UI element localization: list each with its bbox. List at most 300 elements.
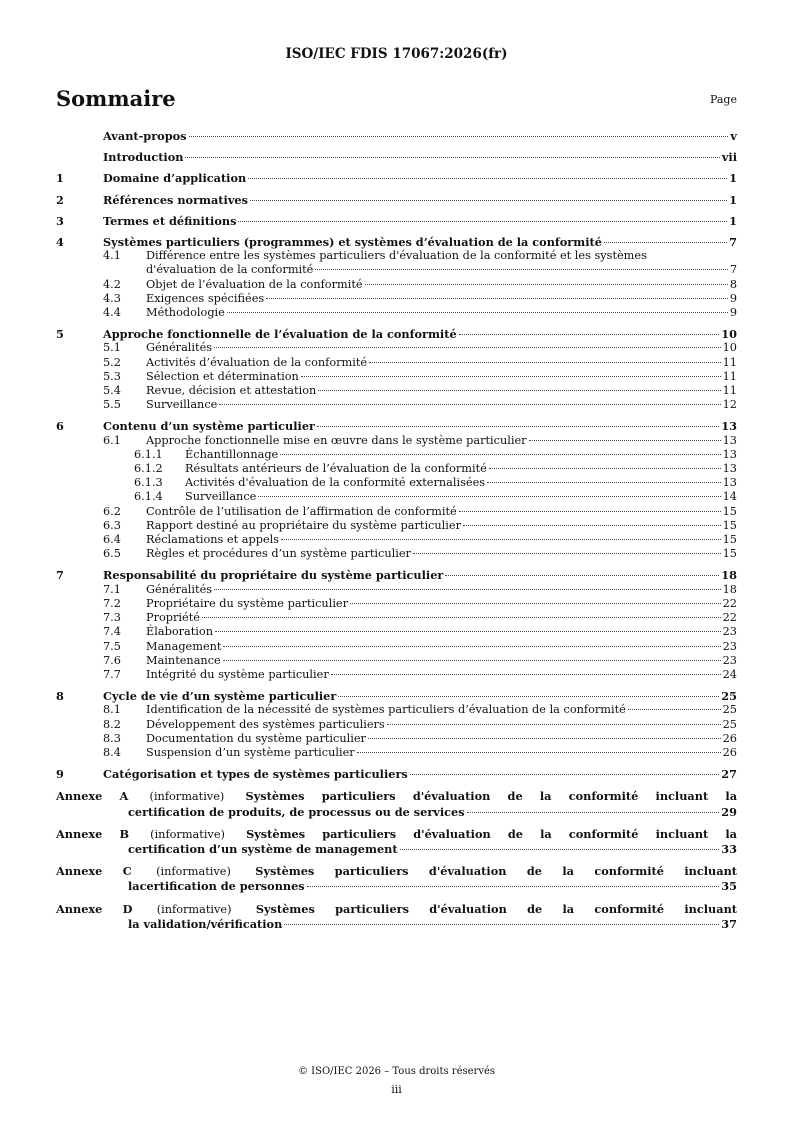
annex-title-continued: lacertification de personnes: [128, 879, 305, 894]
toc-entry-title: Management: [146, 639, 222, 653]
toc-entry[interactable]: [56, 689, 737, 703]
toc-entry-text: [103, 129, 730, 143]
annex-title-line: [56, 827, 737, 842]
dot-leader: [258, 496, 720, 497]
dot-leader: [365, 284, 728, 285]
toc-entry-number: 7.5: [103, 639, 121, 653]
toc-entry[interactable]: [56, 150, 737, 164]
toc-entry[interactable]: [56, 533, 737, 547]
toc-entry-text: [146, 703, 723, 717]
toc-entry-text: [146, 583, 723, 597]
toc-entry-page: 9: [729, 291, 737, 305]
toc-entry-page: 26: [722, 745, 737, 759]
annex-page: 35: [721, 879, 737, 894]
toc-entry-text: [146, 718, 723, 732]
toc-entry-line: [56, 341, 737, 355]
toc-entry[interactable]: [56, 193, 737, 207]
toc-entry-page: 15: [722, 504, 737, 518]
toc-entry-text: [103, 214, 729, 228]
toc-entry-text: [103, 689, 721, 703]
toc-entry-page: 7: [729, 235, 737, 250]
toc-entry-page: 10: [722, 341, 737, 355]
toc-entry-line: [56, 235, 737, 249]
dot-leader: [202, 617, 721, 618]
annex-entry[interactable]: [56, 902, 737, 931]
toc-entry-page: 8: [729, 277, 737, 291]
toc-entry-text: [146, 597, 723, 611]
toc-entry-line: [56, 263, 737, 277]
toc-entry-title: Propriétaire du système particulier: [146, 596, 349, 610]
dot-leader: [215, 631, 721, 632]
annex-title: Systèmes particuliers d'évaluation de la conformité incluant la: [246, 826, 738, 841]
dot-leader: [223, 646, 720, 647]
annex-entry[interactable]: [56, 864, 737, 893]
dot-leader: [318, 390, 720, 391]
dot-leader: [413, 553, 721, 554]
toc-entry-page: 15: [722, 533, 737, 547]
annex-page: 29: [721, 804, 737, 819]
toc-entry[interactable]: [56, 235, 737, 249]
toc-entry-text: [146, 384, 723, 398]
toc-entry-text: [103, 568, 721, 582]
toc-entry-number: 5.5: [103, 398, 121, 412]
page-number: iii: [391, 1083, 402, 1096]
toc-entry-line: [56, 327, 737, 341]
annex-label: Annexe A: [56, 789, 129, 804]
toc-entry-number: 4: [56, 235, 64, 250]
toc-entry-page: 1: [729, 213, 737, 228]
toc-entry-number: 7: [56, 568, 64, 583]
toc-entry-page: 25: [722, 703, 737, 717]
dot-leader: [331, 674, 721, 675]
toc-entry-line: [56, 384, 737, 398]
toc-entry-number: 4.4: [103, 306, 121, 320]
toc-entry[interactable]: [56, 583, 737, 597]
toc-entry[interactable]: [56, 327, 737, 341]
toc-entry-title: Surveillance: [146, 398, 218, 412]
toc-entry-page: 22: [722, 596, 737, 610]
toc-entry-number: 6.3: [103, 518, 121, 532]
toc-entry-text: [103, 767, 721, 781]
toc-entry-page: 11: [722, 369, 737, 383]
toc-entry-number: 9: [56, 767, 64, 782]
toc-entry-page: 25: [722, 717, 737, 731]
toc-entry-page: 25: [721, 689, 737, 704]
toc-entry[interactable]: [56, 746, 737, 760]
annex-entry[interactable]: [56, 789, 737, 818]
toc-entry-text: [146, 292, 730, 306]
toc-entry-line: [56, 356, 737, 370]
toc-entry-title: Généralités: [146, 582, 213, 596]
toc-entry-text: [185, 476, 723, 490]
toc-entry-page: 9: [729, 306, 737, 320]
toc-entry-text: [103, 171, 729, 185]
toc-entry[interactable]: [56, 419, 737, 433]
toc-entry-title: Termes et définitions: [103, 213, 237, 228]
toc-entry-page: 18: [722, 582, 737, 596]
annex-text: [128, 917, 721, 931]
toc-entry-text: [103, 150, 722, 164]
dot-leader: [529, 440, 721, 441]
annex-page: 33: [721, 841, 737, 856]
annex-text: [128, 805, 721, 819]
annex-type: (informative): [150, 827, 225, 841]
dot-leader: [467, 812, 720, 813]
toc-entry-text: [146, 732, 723, 746]
dot-leader: [223, 660, 721, 661]
toc-entry-line: [56, 568, 737, 582]
toc-entry[interactable]: [56, 767, 737, 781]
toc-entry-text: [185, 462, 723, 476]
dot-leader: [214, 589, 721, 590]
toc-entry-number: 6: [56, 419, 64, 434]
toc-entry-number: 5.3: [103, 369, 121, 383]
annex-title-line: [56, 879, 737, 893]
toc-entry[interactable]: [56, 703, 737, 717]
toc-entry-title: Sélection et détermination: [146, 369, 299, 383]
toc-entry-number: 8.4: [103, 745, 121, 759]
toc-entry[interactable]: [56, 597, 737, 611]
toc-entry-title: Réclamations et appels: [146, 533, 280, 547]
toc-entry-page: 23: [722, 639, 737, 653]
annex-title-line: [56, 917, 737, 931]
annex-text: [128, 879, 721, 893]
toc-entry-page: 27: [721, 767, 737, 782]
toc-entry-page: 24: [722, 667, 737, 681]
toc-entry-title: Cycle de vie d’un système particulier: [103, 689, 337, 704]
toc-entry-title: Approche fonctionnelle mise en œuvre dans le système particulier: [146, 433, 527, 447]
toc-entry[interactable]: [56, 568, 737, 582]
toc-entry-title: Approche fonctionnelle de l’évaluation de la conformité: [103, 327, 457, 342]
toc-entry-number: 7.7: [103, 667, 121, 681]
toc-entry-line: [56, 668, 737, 682]
toc-entry-number: 4.1: [103, 249, 121, 263]
toc-entry-page: 13: [722, 447, 737, 461]
annex-title: Systèmes particuliers d'évaluation de la conformité incluant: [255, 864, 737, 879]
dot-leader: [185, 157, 719, 158]
toc-entry-text: [185, 490, 723, 504]
toc-entry-line: [56, 583, 737, 597]
toc-entry-line: [56, 398, 737, 412]
toc-entry-title: Identification de la nécessité de systèmes particuliers d’évaluation de la conformité: [146, 703, 626, 717]
toc-entry[interactable]: [56, 668, 737, 682]
toc-entry-line: [56, 505, 737, 519]
toc-entry-page: 15: [722, 547, 737, 561]
toc-entry-title-continued: d'évaluation de la conformité: [146, 263, 314, 277]
dot-leader: [487, 482, 721, 483]
annex-type: (informative): [156, 902, 232, 916]
toc-entry-line: [56, 434, 737, 448]
toc-entry[interactable]: [56, 306, 737, 320]
dot-leader: [604, 242, 727, 243]
toc-entry[interactable]: [56, 370, 737, 384]
toc-entry[interactable]: [56, 434, 737, 448]
toc-entry[interactable]: [56, 278, 737, 292]
toc-entry[interactable]: [56, 356, 737, 370]
annex-page: 37: [721, 916, 737, 931]
toc-entry-number: 4.3: [103, 291, 121, 305]
toc-entry-number: 6.1.4: [134, 490, 163, 504]
toc-entry-text: [146, 547, 723, 561]
toc-entry-line: [56, 171, 737, 185]
toc-entry-title: Développement des systèmes particuliers: [146, 717, 385, 731]
toc-entry[interactable]: [56, 129, 737, 143]
toc-entry-number: 6.1.3: [134, 476, 163, 490]
toc-entry-number: 7.6: [103, 653, 121, 667]
toc-entry-page: 23: [722, 625, 737, 639]
document-id: ISO/IEC FDIS 17067:2026(fr): [285, 46, 508, 62]
toc-entry-line: [56, 689, 737, 703]
toc-entry-page: 1: [729, 192, 737, 207]
toc-entry[interactable]: [56, 341, 737, 355]
toc-entry-number: 8.3: [103, 731, 121, 745]
toc-entry-line: [56, 490, 737, 504]
toc-entry[interactable]: [56, 384, 737, 398]
annex-label: Annexe C: [56, 864, 132, 879]
toc-entry-text: [146, 668, 723, 682]
toc-entry-line: [56, 746, 737, 760]
toc-entry-text: [146, 505, 723, 519]
toc-entry[interactable]: [56, 292, 737, 306]
toc-entry-line: [56, 214, 737, 228]
toc-entry-title: Responsabilité du propriétaire du système particulier: [103, 568, 444, 583]
toc-entry-title: Propriété: [146, 611, 200, 625]
toc-entry-page: 1: [729, 171, 737, 186]
toc-entry-title: Élaboration: [146, 625, 213, 639]
toc-entry-text: [146, 370, 723, 384]
dot-leader: [463, 525, 721, 526]
dot-leader: [281, 539, 721, 540]
toc-entry-line: [56, 370, 737, 384]
toc-entry-text: [146, 341, 723, 355]
dot-leader: [459, 334, 720, 335]
dot-leader: [238, 221, 727, 222]
toc-entry-number: 6.1: [103, 433, 121, 447]
toc-entry-text: [146, 625, 723, 639]
toc-entry-title: Généralités: [146, 341, 213, 355]
copyright-footer: © ISO/IEC 2026 – Tous droits réservés: [297, 1066, 496, 1077]
toc-entry[interactable]: [56, 718, 737, 732]
toc-entry-title: Surveillance: [185, 490, 257, 504]
toc-entry[interactable]: [56, 214, 737, 228]
dot-leader: [400, 849, 720, 850]
toc-entry-line: [56, 654, 737, 668]
toc-entry-title: Activités d'évaluation de la conformité externalisées: [185, 476, 486, 490]
dot-leader: [489, 468, 721, 469]
annex-type: (informative): [156, 865, 231, 879]
toc-entry-title: Avant-propos: [103, 129, 187, 143]
toc-entry[interactable]: [56, 505, 737, 519]
toc-entry-text: [146, 278, 730, 292]
toc-entry[interactable]: [56, 462, 737, 476]
toc-entry-page: 10: [721, 327, 737, 342]
toc-entry-text: [146, 306, 730, 320]
toc-entry-title: Rapport destiné au propriétaire du système particulier: [146, 518, 461, 532]
annex-title: Systèmes particuliers d'évaluation de la conformité incluant la: [245, 789, 738, 804]
toc-entry-title: Méthodologie: [146, 306, 225, 320]
toc-entry-number: 3: [56, 213, 64, 228]
toc-entry-text: [185, 448, 723, 462]
dot-leader: [350, 603, 721, 604]
dot-leader: [628, 709, 721, 710]
toc-entry-number: 4.2: [103, 277, 121, 291]
annex-title-continued: la validation/vérification: [128, 916, 283, 931]
toc-entry-line: [56, 703, 737, 717]
toc-entry-page: v: [730, 129, 737, 143]
dot-leader: [357, 752, 721, 753]
toc-entry-text: [146, 611, 723, 625]
toc-entry[interactable]: [56, 448, 737, 462]
toc-entry[interactable]: [56, 171, 737, 185]
dot-leader: [250, 200, 727, 201]
toc-entry-number: 5.2: [103, 355, 121, 369]
toc-entry-number: 8.1: [103, 703, 121, 717]
toc-entry-line: [56, 278, 737, 292]
toc-entry-page: 7: [729, 263, 737, 277]
toc-entry-line: [56, 519, 737, 533]
annex-title-line: [56, 842, 737, 856]
toc-entry-title: Contrôle de l’utilisation de l’affirmation de conformité: [146, 504, 457, 518]
toc-entry-line: [56, 547, 737, 561]
toc-entry[interactable]: [56, 547, 737, 561]
toc-entry-number: 7.3: [103, 611, 121, 625]
toc-entry-number: 6.1.2: [134, 462, 163, 476]
toc-entry-line: [56, 249, 737, 263]
toc-entry[interactable]: [56, 519, 737, 533]
dot-leader: [266, 298, 728, 299]
toc-entry-number: 1: [56, 171, 64, 186]
toc-entry-text: [103, 235, 729, 249]
toc-entry-text: [146, 533, 723, 547]
toc-entry-page: 13: [722, 462, 737, 476]
toc-entry-line: [56, 533, 737, 547]
annex-title-line: [56, 789, 737, 804]
annex-title: Systèmes particuliers d'évaluation de la conformité incluant: [255, 901, 737, 916]
toc-entry-title: Exigences spécifiées: [146, 291, 265, 305]
toc-entry-page: 23: [722, 653, 737, 667]
dot-leader: [301, 376, 721, 377]
annex-text: [128, 842, 721, 856]
dot-leader: [189, 136, 729, 137]
toc-entry-line: [56, 129, 737, 143]
toc-entry-title: Objet de l’évaluation de la conformité: [146, 277, 363, 291]
toc-entry[interactable]: [56, 654, 737, 668]
dot-leader: [248, 178, 727, 179]
toc-entry-number: 8: [56, 689, 64, 704]
toc-entry[interactable]: [56, 611, 737, 625]
annex-title-line: [56, 902, 737, 917]
toc-entry[interactable]: [56, 249, 737, 277]
toc-entry-number: 5: [56, 327, 64, 342]
toc-entry-line: [56, 193, 737, 207]
toc-entry-page: 13: [721, 419, 737, 434]
toc-entry-number: 6.5: [103, 547, 121, 561]
toc-entry-line: [56, 292, 737, 306]
toc-entry-title: Références normatives: [103, 192, 248, 207]
toc-entry[interactable]: [56, 490, 737, 504]
toc-entry-line: [56, 419, 737, 433]
toc-entry-number: 6.4: [103, 533, 121, 547]
toc-entry-title: Maintenance: [146, 653, 221, 667]
toc-entry-number: 6.1.1: [134, 447, 163, 461]
toc-entry-line: [56, 767, 737, 781]
toc-entry-title: Documentation du système particulier: [146, 731, 366, 745]
dot-leader: [369, 362, 721, 363]
toc-entry-title: Catégorisation et types de systèmes particuliers: [103, 767, 408, 782]
toc-entry-title: Introduction: [103, 150, 184, 165]
annex-entry[interactable]: [56, 827, 737, 856]
toc-entry[interactable]: [56, 732, 737, 746]
toc-entry[interactable]: [56, 476, 737, 490]
toc-entry-page: 14: [722, 490, 737, 504]
toc-entry-text: [146, 746, 723, 760]
toc-entry-title: Différence entre les systèmes particuliers d'évaluation de la conformité et les systèmes: [146, 249, 647, 263]
toc-entry-text: [146, 434, 723, 448]
dot-leader: [459, 511, 721, 512]
toc-entry-text: [103, 419, 721, 433]
toc-entry-text: [146, 654, 723, 668]
annex-type: (informative): [149, 790, 225, 804]
toc-entry-line: [56, 597, 737, 611]
toc-entry-number: 2: [56, 192, 64, 207]
toc-entry-line: [56, 448, 737, 462]
toc-entry-page: 15: [722, 518, 737, 532]
dot-leader: [410, 774, 720, 775]
annex-label: Annexe D: [56, 901, 133, 916]
toc-entry-title: Échantillonnage: [185, 447, 279, 461]
toc-entry-text: [103, 193, 729, 207]
dot-leader: [338, 696, 719, 697]
toc-entry-number: 5.1: [103, 341, 121, 355]
dot-leader: [280, 454, 720, 455]
toc-entry-number: 7.1: [103, 582, 121, 596]
toc-entry[interactable]: [56, 640, 737, 654]
dot-leader: [307, 886, 720, 887]
toc-entry-page: 11: [722, 355, 737, 369]
toc-entry-text: [146, 356, 723, 370]
toc-entry-number: 7.4: [103, 625, 121, 639]
dot-leader: [368, 738, 721, 739]
toc-entry-page: 18: [721, 568, 737, 583]
toc-entry-line: [56, 611, 737, 625]
toc-entry-title: Contenu d’un système particulier: [103, 419, 315, 434]
toc-entry-line: [56, 640, 737, 654]
annex-title-line: [56, 864, 737, 879]
page-column-label: Page: [709, 93, 737, 106]
toc-entry-page: 11: [722, 384, 737, 398]
dot-leader: [317, 426, 719, 427]
toc-entry-number: 7.2: [103, 596, 121, 610]
toc-entry[interactable]: [56, 625, 737, 639]
toc-entry-text: [146, 519, 723, 533]
dot-leader: [284, 924, 719, 925]
toc-entry-title: Revue, décision et attestation: [146, 384, 317, 398]
toc-entry-text: [146, 398, 723, 412]
toc-entry-line: [56, 462, 737, 476]
toc-entry-title: Domaine d’application: [103, 171, 247, 186]
toc-entry-text: [146, 263, 730, 277]
toc-entry-page: 13: [722, 433, 737, 447]
dot-leader: [227, 312, 728, 313]
toc-entry-number: 5.4: [103, 384, 121, 398]
dot-leader: [214, 347, 721, 348]
toc-entry-page: 26: [722, 731, 737, 745]
toc-entry-number: 8.2: [103, 717, 121, 731]
toc-entry[interactable]: [56, 398, 737, 412]
toc-entry-line: [56, 306, 737, 320]
annex-title-continued: certification d’un système de management: [128, 841, 398, 856]
table-of-contents: [56, 129, 737, 931]
